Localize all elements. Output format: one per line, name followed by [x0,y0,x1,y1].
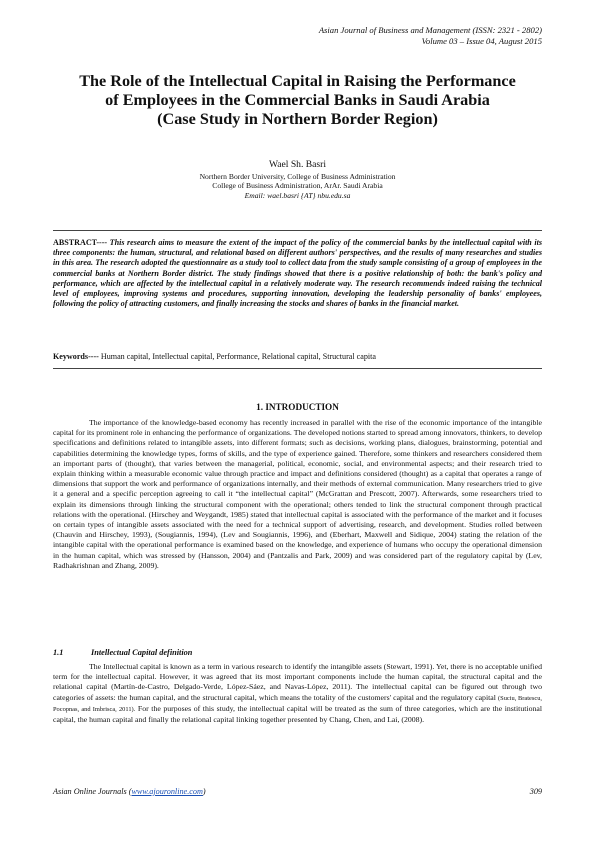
section-heading: 1. INTRODUCTION [256,402,339,412]
keywords-label: Keywords---- [53,352,99,361]
title-line: of Employees in the Commercial Banks in Saudi Arabia [105,91,490,109]
divider [53,230,542,231]
author-affiliation: College of Business Administration, ArAr. Saudi Arabia [212,181,383,191]
journal-header [319,25,542,46]
paragraph-text-a: The Intellectual capital is known as a term in various research to identify the intangible assets (Stewart, 1991). Yet, there is no acceptable unified term for the intellectual capital. However, it was agreed that its most important components include the human capital, the structural capital and the relational capital (Martín-de-Castro, Delgado-Verde, López-Sáez, and Navas-López, 2011). The intellectual capital can be figured out through two categories of assets: the human capital, and the structural capital, which means the totality of the customers' capital and the regulatory capital [53,662,542,702]
abstract-text: This research aims to measure the extent of the impact of the policy of the commercial banks by the intellectual capital with its three components: the human, structural, and relational based on different authors' perspectives, and the results of many researches and studies in this area. The research adopted the questionnaire as a study tool to collect data from the study sample consisting of a group of employees in the commercial banks at Northern Border district. The study findings showed that there is a positive relationship of both: the bank's policy and performance, which are affected by the intellectual capital in a relatively moderate way. The research recommends indeed raising the technical level of employees, improving systems and procedures, supporting innovation, developing the leadership personality of banks' employees, following the policy of attracting customers, and finally increasing the stocks and shares of banks in the financial market. [53,238,542,309]
journal-volume: Volume 03 – Issue 04, August 2015 [421,35,542,46]
title-line: The Role of the Intellectual Capital in Raising the Performance [79,72,516,90]
paragraph-text: The importance of the knowledge-based economy has recently increased in parallel with the rise of the economic importance of the intangible capital for its prominent role in enhancing the performance of organizations. The developed notions started to spread among innovators, thinkers, to develop specifications and definitions related to intangible assets, into different formats; such as decisions, working plans, dialogues, brainstorming, potential and capabilities determining the knowledge types, forms of skills, and the type of experience gained. Therefore, some thinkers and researchers considered them an important parts of (thought), that varies between the managerial, political, economic, social, and environmental aspects; and their research tried to explain thinking within a measurable economic value through practice and impact and definitions considered (thought) as a capital that operates a range of dimensions that support the work and performance of organizations internally, and their methods of external communication. Many researchers tried to give it a general and a specific perception agreeing to call it “the intellectual capital” (McGrattan and Prescott, 2007). Afterwards, some researchers tried to explain its dimensions through linking the structural component with the operational; others tended to link the structural component through practical relations with the operational. (Hirschey and Weygandt, 1985) stated that intellectual capital is associated with the performance of the market and it focuses on certain types of intangible assets associated with the need for a technical support of advertising, research, and development. Studies rolled between (Chauvin and Hirschey, 1993), (Sougiannis, 1994), (Lev and Sougiannis, 1996), and (Eberhart, Maxwell and Sidique, 2004) stating the relation of the intangible capital with the operational performance is examined based on the knowledge, and experience of humans who occupy the operational dimension in the human capital, which was stressed by (Hansson, 2004) and (Pantzalis and Park, 2009) and was considered part of the regulatory capital by (Lev, Radhakrishnan and Zhang, 2009). [53,418,542,570]
footer-prefix: Asian Online Journals ( [53,787,132,796]
journal-link[interactable]: www.ajouronline.com [131,787,203,796]
subsection-number: 1.1 [53,648,64,657]
intro-paragraph [53,418,542,571]
title-line: (Case Study in Northern Border Region) [157,110,438,128]
subsection-heading [53,648,192,657]
abstract [53,238,542,309]
divider [53,368,542,369]
definition-paragraph [53,662,542,725]
keywords [53,352,542,362]
paper-title [40,72,555,129]
paragraph-text [53,662,542,725]
footer-suffix: ) [202,787,206,796]
author-affiliation: Northern Border University, College of Business Administration [199,171,396,181]
journal-name: Asian Journal of Business and Management (ISSN: 2321 - 2802) [318,25,542,35]
author-block [40,160,555,200]
page-number: 309 [529,787,542,796]
abstract-label: ABSTRACT---- [53,238,108,247]
subsection-title: Intellectual Capital definition [91,648,193,657]
keywords-text: Human capital, Intellectual capital, Performance, Relational capital, Structural capita [98,352,376,361]
author-email: Email: wael.basri {AT} nbu.edu.sa [244,190,351,200]
paragraph-citation: (Suciu, Bratescu, Pocopnas, and Imbrisca, 2011). [53,694,542,713]
paragraph-text-b: For the purposes of this study, the intellectual capital will be treated as the sum of three categories, which are the institutional capital, the human capital and finally the relational capital linking together presented by Chang, Chen, and Lai, (2008). [53,703,542,725]
author-name: Wael Sh. Basri [268,159,327,170]
page-footer [53,787,542,796]
